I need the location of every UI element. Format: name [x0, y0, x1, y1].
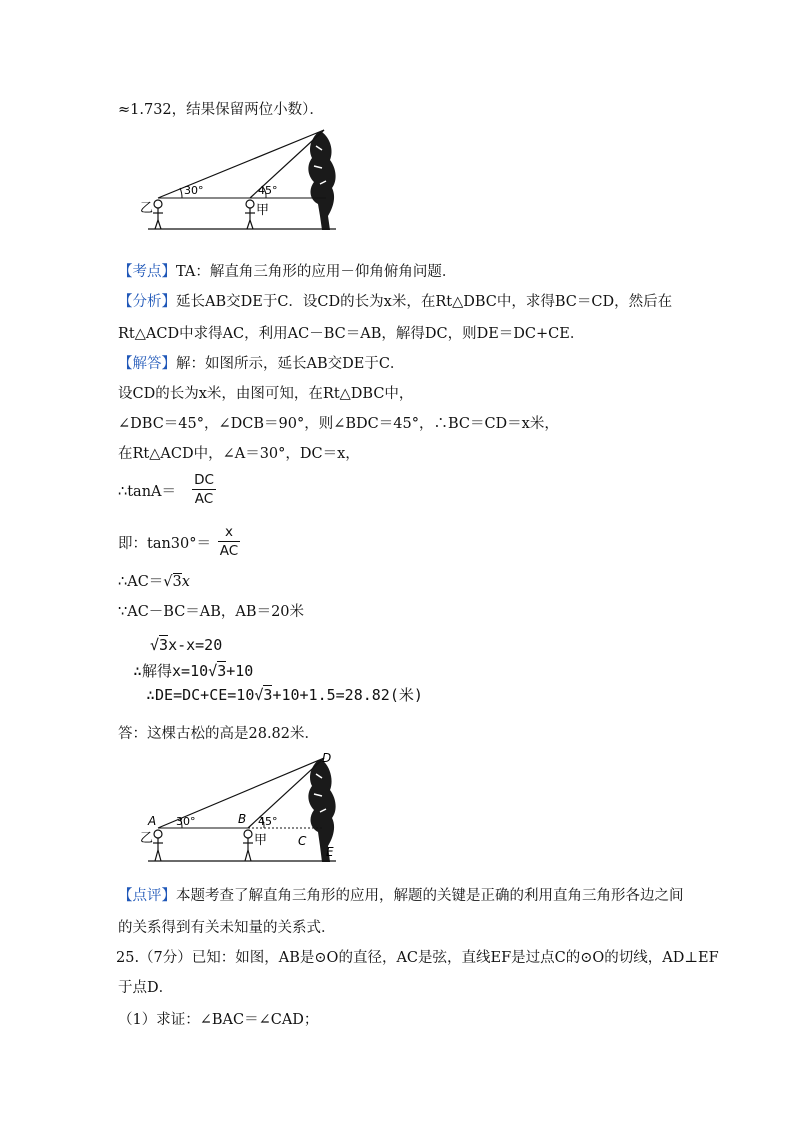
- figure-1-tree-diagram: [140, 126, 340, 232]
- point-label-d: D: [322, 751, 332, 765]
- point-label-b: B: [238, 812, 247, 826]
- fraction-dc-over-ac: [192, 472, 216, 507]
- jieda-text-3: ∠DBC＝45°，∠DCB＝90°，则∠BDC＝45°，∴BC＝CD＝x米，: [118, 416, 559, 432]
- jieda-text-2: 设CD的长为x米，由图可知，在Rt△DBC中，: [118, 386, 414, 402]
- person-label-jia: 甲: [256, 203, 270, 218]
- radicand: 3: [172, 574, 182, 590]
- ac-equation: [118, 572, 190, 592]
- figure-2-labeled-diagram: [140, 750, 350, 864]
- angle-label-30: 30°: [176, 815, 196, 828]
- eq2-pre: ∴解得x=10: [133, 662, 209, 680]
- dianping-tag: 【点评】: [118, 888, 176, 904]
- jieda-text-1: 解：如图所示，延长AB交DE于C．: [176, 356, 405, 372]
- equation-1: [150, 636, 222, 654]
- eq3-post: +10+1.5=28.82(米): [272, 686, 423, 704]
- equation-3: [146, 684, 423, 705]
- point-label-e: E: [326, 845, 334, 859]
- radicand: 3: [217, 662, 227, 680]
- jieda-line-1: [118, 354, 404, 374]
- kaodian-tag: 【考点】: [118, 264, 176, 280]
- person-icon: [153, 200, 163, 229]
- sqrt-icon: √: [150, 636, 160, 654]
- person-icon: [243, 830, 253, 861]
- tan-a-prefix: ∴tanA＝: [118, 484, 177, 500]
- point-label-a: A: [148, 814, 157, 828]
- person-label-yi: 乙: [140, 831, 154, 846]
- ac-var: x: [181, 574, 190, 590]
- question-25-line-2: 于点D．: [118, 980, 174, 996]
- eq3-pre: ∴DE=DC+CE=10: [146, 686, 255, 704]
- person-icon: [245, 200, 255, 229]
- jieda-tag: 【解答】: [118, 356, 176, 372]
- fraction-numerator: x: [225, 524, 233, 540]
- fenxi-line-1: [118, 292, 672, 312]
- radicand: 3: [159, 636, 169, 654]
- person-label-jia: 甲: [254, 833, 268, 848]
- radicand: 3: [263, 686, 273, 704]
- fraction-denominator: AC: [219, 543, 239, 559]
- eq1-rest: x-x=20: [168, 636, 223, 654]
- fraction-denominator: AC: [194, 491, 214, 507]
- ac-prefix: ∴AC＝: [118, 574, 164, 590]
- dianping-text-1: 本题考查了解直角三角形的应用，解题的关键是正确的利用直角三角形各边之间: [176, 888, 684, 904]
- person-label-yi: 乙: [140, 201, 154, 216]
- jieda-text-4: 在Rt△ACD中，∠A＝30°，DC＝x，: [118, 446, 360, 462]
- tree-icon: [308, 132, 335, 230]
- fenxi-text-2: Rt△ACD中求得AC，利用AC－BC＝AB，解得DC，则DE＝DC+CE．: [118, 326, 585, 342]
- angle-label-30: 30°: [184, 184, 204, 197]
- angle-label-45: 45°: [258, 815, 278, 828]
- problem-tail-text: ≈1.732，结果保留两位小数）．: [118, 102, 324, 118]
- fenxi-tag: 【分析】: [118, 294, 176, 310]
- point-label-c: C: [298, 834, 307, 848]
- dianping-text-2: 的关系得到有关未知量的关系式．: [118, 920, 336, 936]
- person-icon: [153, 830, 163, 861]
- kaodian-line: [118, 262, 456, 282]
- fraction-numerator: DC: [194, 472, 214, 488]
- answer-line: 答：这棵古松的高是28.82米．: [118, 726, 320, 742]
- equation-2: [133, 660, 253, 681]
- sqrt-icon: √: [208, 662, 218, 680]
- angle-label-45: 45°: [258, 184, 278, 197]
- eq2-post: +10: [226, 662, 254, 680]
- tan30-prefix: 即：tan30°＝: [118, 536, 212, 552]
- sqrt-icon: √: [163, 574, 173, 590]
- fraction-x-over-ac: [218, 524, 240, 559]
- question-25-part-1: （1）求证：∠BAC＝∠CAD；: [118, 1012, 319, 1028]
- because-line: ∵AC－BC＝AB，AB＝20米: [118, 604, 305, 620]
- kaodian-text: TA：解直角三角形的应用－仰角俯角问题．: [176, 264, 457, 280]
- question-25-line-1: 25.（7分）已知：如图，AB是⊙O的直径，AC是弦，直线EF是过点C的⊙O的切线，AD⊥EF: [116, 950, 719, 966]
- fenxi-text-1: 延长AB交DE于C．设CD的长为x米，在Rt△DBC中，求得BC＝CD，然后在: [176, 294, 673, 310]
- dianping-line-1: [118, 886, 684, 906]
- sqrt-icon: √: [254, 686, 264, 704]
